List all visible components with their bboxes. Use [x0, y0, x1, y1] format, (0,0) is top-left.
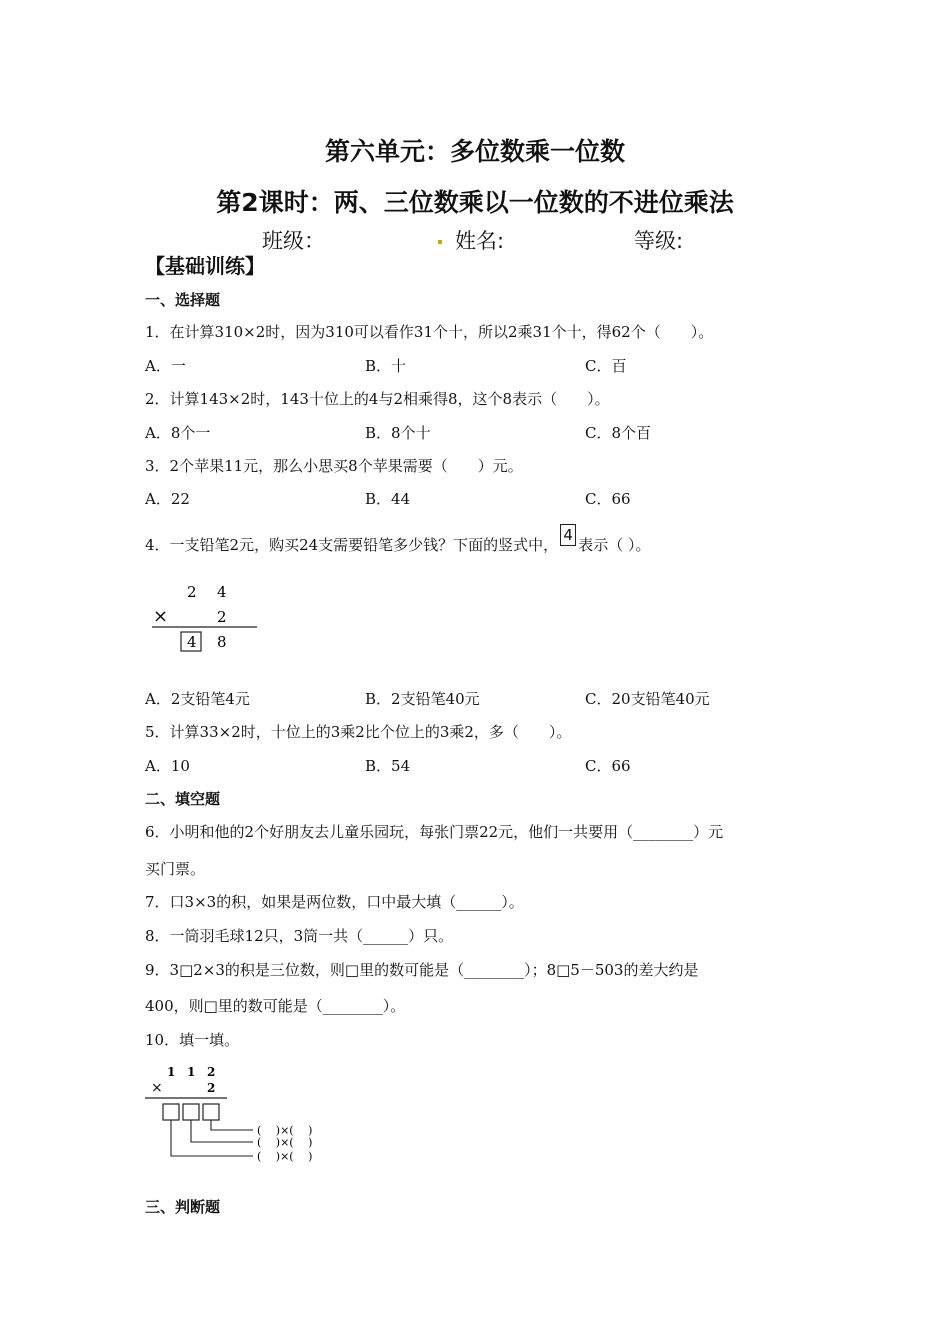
class-label: 班级：: [262, 229, 325, 253]
q4-result-tens: 4: [187, 633, 197, 651]
q4-text-before: 4．一支铅笔2元，购买24支需要铅笔多少钱？下面的竖式中，: [145, 536, 559, 554]
q10-row-3: ( )×( ): [257, 1150, 313, 1163]
q10-top-digit-hundreds: 1: [167, 1065, 176, 1079]
q4-multiplier: 2: [217, 608, 227, 626]
boxed-digit: 4: [560, 524, 576, 546]
question-8: 8．一筒羽毛球12只，3筒一共（______）只。: [145, 927, 454, 945]
q4-text-after: 表示（ ）。: [578, 536, 651, 554]
q10-connector-ones: [211, 1120, 253, 1130]
section-choice: 一、选择题: [145, 291, 221, 309]
question-5: 5．计算33×2时，十位上的3乘2比个位上的3乘2，多（ ）。: [145, 723, 572, 741]
q1-option-b: B．十: [365, 357, 407, 375]
q10-multiplier: 2: [207, 1081, 216, 1095]
q4-vertical-multiplication: [145, 580, 265, 660]
q10-box-tens: [183, 1104, 199, 1120]
q4-top-digit-tens: 2: [187, 583, 197, 601]
question-2: 2．计算143×2时，143十位上的4与2相乘得8，这个8表示（ ）。: [145, 390, 610, 408]
question-9-line1: 9．3□2×3的积是三位数，则□里的数可能是（________）；8□5－503的差大约是: [145, 961, 699, 979]
lesson-title: 第2课时：两、三位数乘以一位数的不进位乘法: [216, 188, 734, 217]
q10-top-digit-tens: 1: [187, 1065, 196, 1079]
question-6-line2: 买门票。: [145, 860, 206, 878]
q4-option-b: B．2支铅笔40元: [365, 690, 480, 708]
q4-result-ones: 8: [217, 633, 227, 651]
q4-option-c: C．20支铅笔40元: [585, 690, 710, 708]
q3-option-b: B．44: [365, 490, 411, 508]
question-10: 10．填一填。: [145, 1031, 240, 1049]
q3-option-c: C．66: [585, 490, 631, 508]
q10-connector-tens: [191, 1120, 253, 1142]
q3-option-a: A．22: [145, 490, 190, 508]
q2-option-c: C．8个百: [585, 424, 652, 442]
question-7: 7．口3×3的积，如果是两位数，口中最大填（______）。: [145, 893, 524, 911]
section-fill: 二、填空题: [145, 790, 221, 808]
q5-option-b: B．54: [365, 757, 411, 775]
q10-vertical-multiplication: [145, 1062, 355, 1166]
q4-option-a: A．2支铅笔4元: [145, 690, 250, 708]
q10-row-2: ( )×( ): [257, 1136, 313, 1149]
q2-option-b: B．8个十: [365, 424, 431, 442]
basic-training-heading: 【基础训练】: [145, 254, 265, 278]
q10-row-1: ( )×( ): [257, 1124, 313, 1137]
question-4: [145, 526, 651, 558]
question-9-line2: 400，则□里的数可能是（________）。: [145, 997, 406, 1015]
unit-title: 第六单元：多位数乘一位数: [324, 137, 625, 166]
question-6-line1: 6．小明和他的2个好朋友去儿童乐园玩，每张门票22元，他们一共要用（________）元: [145, 823, 724, 841]
q5-option-c: C．66: [585, 757, 631, 775]
q10-box-hundreds: [163, 1104, 179, 1120]
q10-connector-hundreds: [171, 1120, 253, 1156]
name-label: 姓名:: [455, 229, 505, 253]
q10-times-sign: ×: [151, 1080, 163, 1096]
q2-option-a: A．8个一: [145, 424, 211, 442]
q4-top-digit-ones: 4: [217, 583, 227, 601]
q5-option-a: A．10: [145, 757, 190, 775]
q10-box-ones: [203, 1104, 219, 1120]
q4-times-sign: ×: [153, 606, 169, 627]
question-1: 1．在计算310×2时，因为310可以看作31个十，所以2乘31个十，得62个（ ）。: [145, 323, 714, 341]
section-judge: 三、判断题: [145, 1198, 221, 1216]
question-3: 3．2个苹果11元，那么小思买8个苹果需要（ ）元。: [145, 457, 523, 475]
q1-option-a: A．一: [145, 357, 186, 375]
q1-option-c: C．百: [585, 357, 627, 375]
q10-top-digit-ones: 2: [207, 1065, 216, 1079]
grade-label: 等级:: [634, 229, 684, 253]
separator-dot: .: [436, 225, 444, 249]
